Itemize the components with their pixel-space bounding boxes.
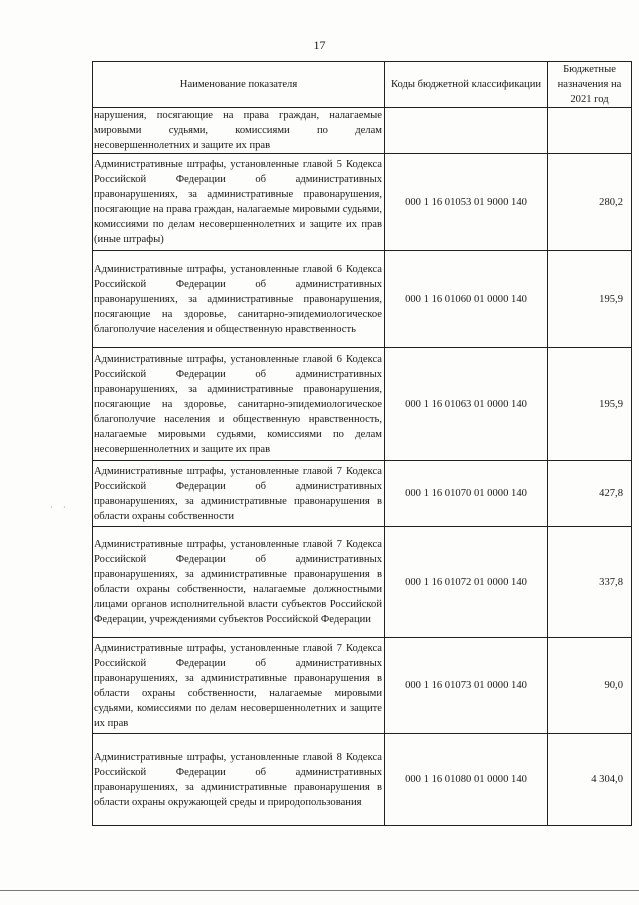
budget-amount: 195,9 [548, 251, 632, 348]
table-row [93, 108, 632, 154]
page-bottom-rule [0, 890, 639, 891]
indicator-name: Административные штрафы, установленные главой 7 Кодекса Российской Федерации об административных правонарушениях, за административные правонарушения в области охраны собственности, налагаемые должностными лицами органов исполнительной власти субъектов Российской Федерации, учреждениями субъектов Российской Федерации [93, 527, 385, 638]
table-row [93, 154, 632, 251]
indicator-name: Административные штрафы, установленные главой 7 Кодекса Российской Федерации об административных правонарушениях, за административные правонарушения в области охраны собственности [93, 461, 385, 527]
header-name: Наименование показателя [93, 62, 385, 108]
header-row [93, 62, 632, 108]
budget-amount [548, 108, 632, 154]
classification-code: 000 1 16 01070 01 0000 140 [385, 461, 548, 527]
budget-table [92, 61, 632, 826]
classification-code: 000 1 16 01080 01 0000 140 [385, 734, 548, 826]
classification-code: 000 1 16 01073 01 0000 140 [385, 638, 548, 734]
indicator-name: Административные штрафы, установленные главой 8 Кодекса Российской Федерации об административных правонарушениях, за административные правонарушения в области охраны окружающей среды и природопользования [93, 734, 385, 826]
classification-code: 000 1 16 01053 01 9000 140 [385, 154, 548, 251]
table-body [93, 108, 632, 826]
indicator-name: Административные штрафы, установленные главой 6 Кодекса Российской Федерации об административных правонарушениях, за административные правонарушения, посягающие на здоровье, санитарно-эпидемиологическое благополучие населения и общественную нравственность, налагаемые мировыми судьями, комиссиями по делам несовершеннолетних и защите их прав [93, 348, 385, 461]
table-row [93, 638, 632, 734]
budget-amount: 427,8 [548, 461, 632, 527]
indicator-name: Административные штрафы, установленные главой 7 Кодекса Российской Федерации об административных правонарушениях, за административные правонарушения в области охраны собственности, налагаемые мировыми судьями, комиссиями по делам несовершеннолетних и защите их прав [93, 638, 385, 734]
scan-speck: · [63, 503, 66, 512]
budget-amount: 337,8 [548, 527, 632, 638]
classification-code [385, 108, 548, 154]
scan-speck: · [50, 503, 53, 512]
budget-amount: 4 304,0 [548, 734, 632, 826]
page-number: 17 [313, 38, 326, 52]
table-row [93, 527, 632, 638]
budget-amount: 280,2 [548, 154, 632, 251]
indicator-name: Административные штрафы, установленные главой 5 Кодекса Российской Федерации об административных правонарушениях, за административные правонарушения, посягающие на права граждан, налагаемые мировыми судьями, комиссиями по делам несовершеннолетних и защите их прав (иные штрафы) [93, 154, 385, 251]
classification-code: 000 1 16 01060 01 0000 140 [385, 251, 548, 348]
indicator-name: нарушения, посягающие на права граждан, налагаемые мировыми судьями, комиссиями по делам несовершеннолетних и защите их прав [93, 108, 385, 154]
table-row [93, 348, 632, 461]
table-row [93, 461, 632, 527]
classification-code: 000 1 16 01072 01 0000 140 [385, 527, 548, 638]
budget-amount: 195,9 [548, 348, 632, 461]
classification-code: 000 1 16 01063 01 0000 140 [385, 348, 548, 461]
header-code: Коды бюджетной классификации [385, 62, 548, 108]
table-row [93, 734, 632, 826]
table-row [93, 251, 632, 348]
table-header [93, 62, 632, 108]
budget-amount: 90,0 [548, 638, 632, 734]
header-budget: Бюджетные назначения на 2021 год [548, 62, 632, 108]
indicator-name: Административные штрафы, установленные главой 6 Кодекса Российской Федерации об административных правонарушениях, за административные правонарушения, посягающие на здоровье, санитарно-эпидемиологическое благополучие населения и общественную нравственность [93, 251, 385, 348]
